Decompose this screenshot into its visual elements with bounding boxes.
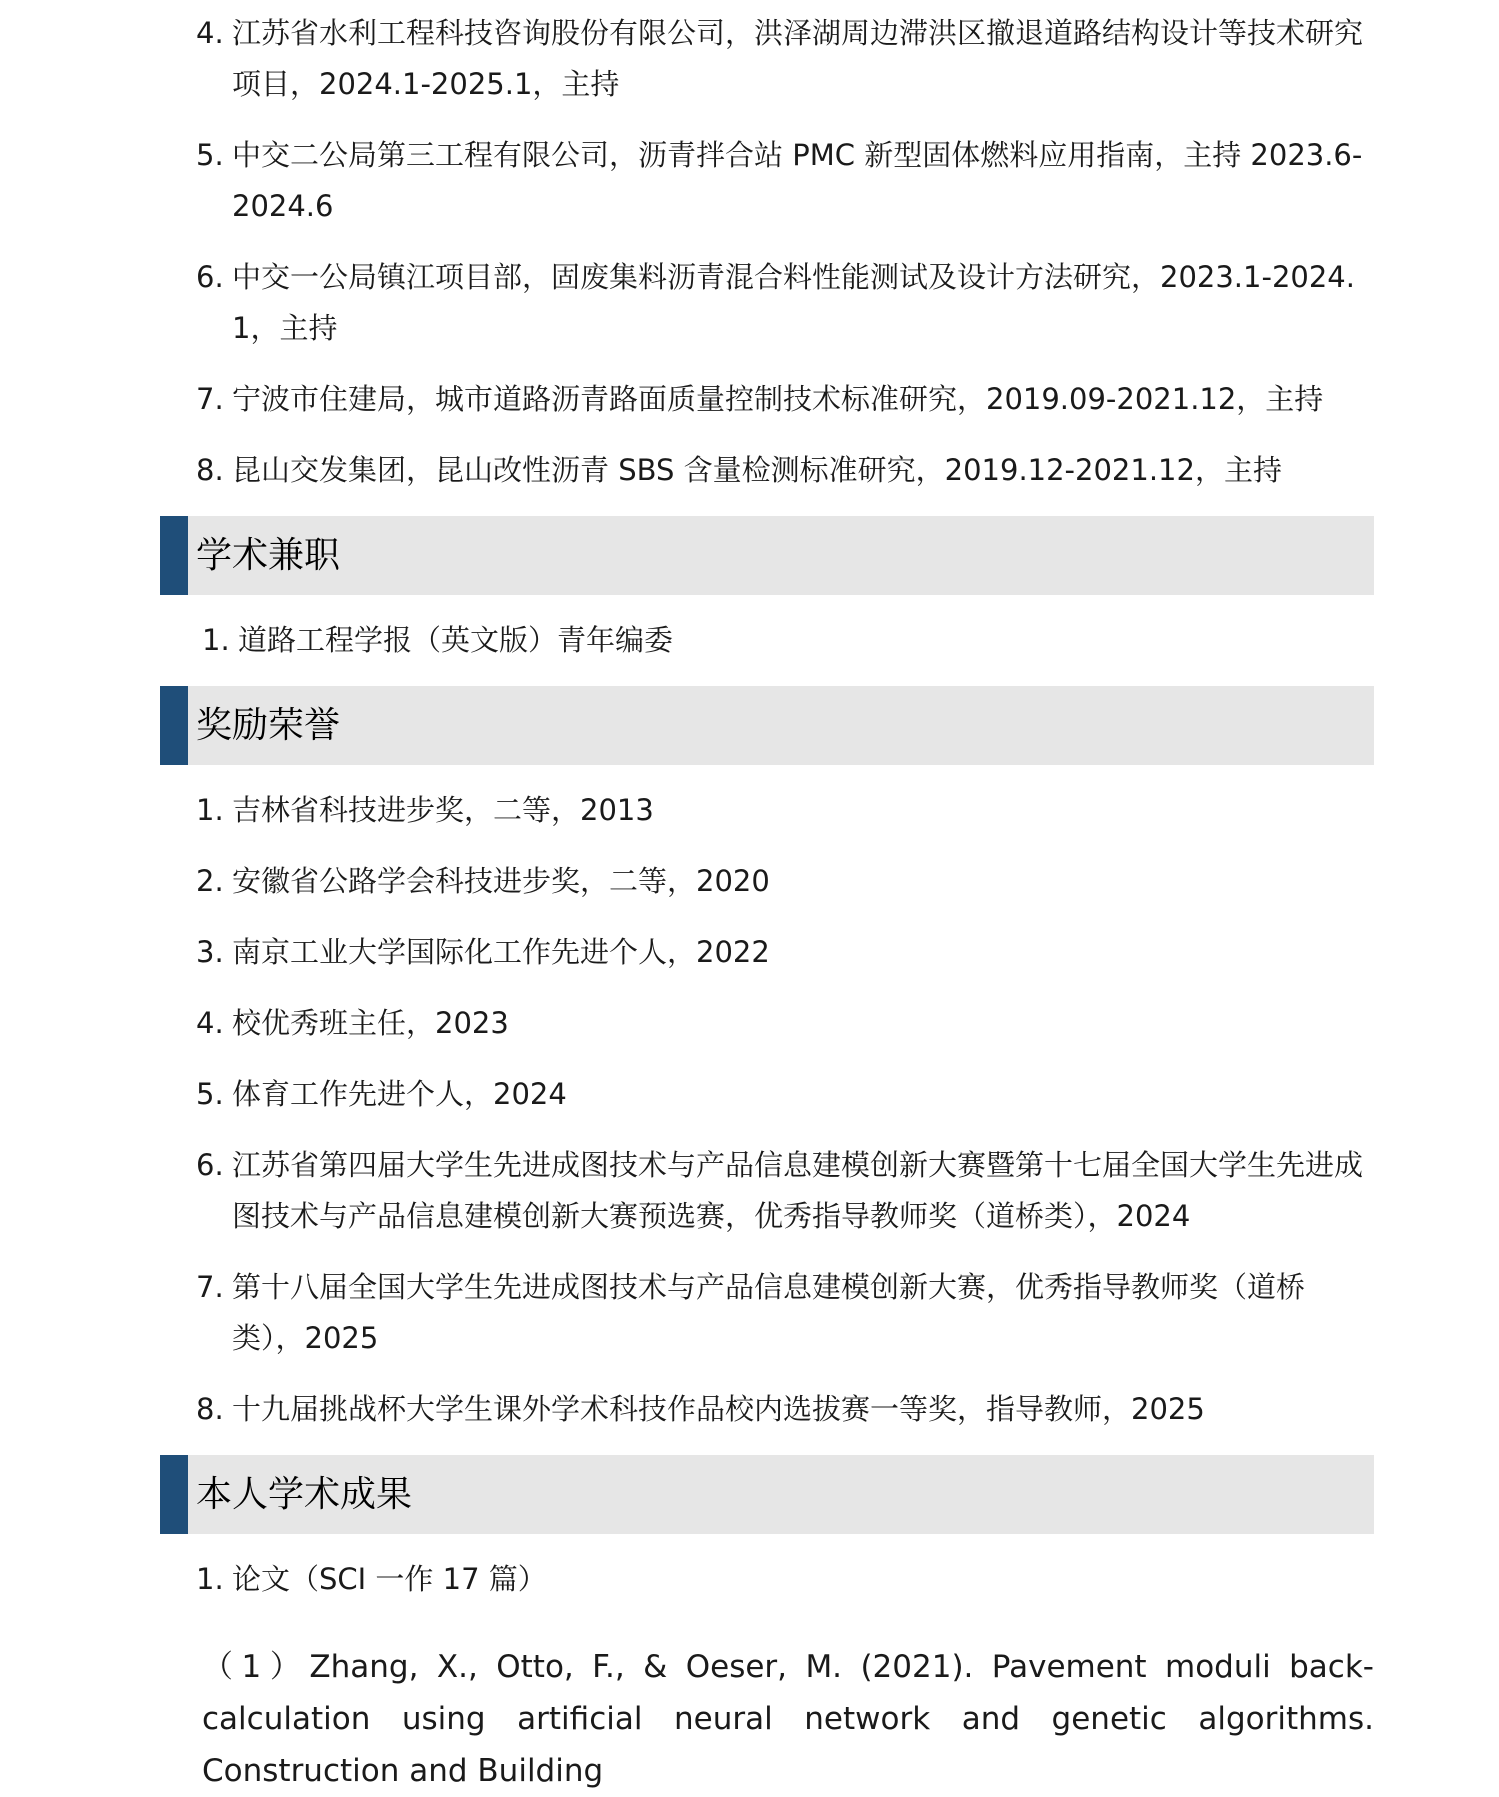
award-text: 安徽省公路学会科技进步奖，二等，2020 (232, 864, 770, 898)
award-item-7: 7. 第十八届全国大学生先进成图技术与产品信息建模创新大赛，优秀指导教师奖（道桥类），2025 (196, 1270, 1306, 1355)
award-item-8: 8. 十九届挑战杯大学生课外学术科技作品校内选拔赛一等奖，指导教师，2025 (196, 1392, 1205, 1426)
paper-entry-1: （1）Zhang, X., Otto, F., & Oeser, M. (2021). Pavement moduli back-calculation using artificial neural network and genetic algorithms. Construction and Building (202, 1649, 1374, 1789)
academic-position-text: 道路工程学报（英文版）青年编委 (238, 623, 674, 657)
project-text: 中交一公局镇江项目部，固废集料沥青混合料性能测试及设计方法研究，2023.1-2024.1，主持 (232, 260, 1355, 345)
project-text: 中交二公局第三工程有限公司，沥青拌合站 PMC 新型固体燃料应用指南，主持 2023.6-2024.6 (232, 138, 1363, 223)
awards-list (160, 785, 1374, 1435)
award-item-1: 1. 吉林省科技进步奖，二等，2013 (196, 793, 654, 827)
project-item-7: 7. 宁波市住建局，城市道路沥青路面质量控制技术标准研究，2019.09-2021.12，主持 (196, 382, 1324, 416)
award-item-6: 6. 江苏省第四届大学生先进成图技术与产品信息建模创新大赛暨第十七届全国大学生先进成图技术与产品信息建模创新大赛预选赛，优秀指导教师奖（道桥类），2024 (196, 1148, 1364, 1233)
award-item-5: 5. 体育工作先进个人，2024 (196, 1077, 567, 1111)
academic-position-item: 1. 道路工程学报（英文版）青年编委 (202, 623, 674, 657)
section-header-awards (160, 686, 1374, 765)
project-list (160, 8, 1374, 496)
award-text: 校优秀班主任，2023 (232, 1006, 509, 1040)
achievement-subheading: 1. 论文（SCI 一作 17 篇） (196, 1562, 547, 1596)
document-page (160, 0, 1374, 1797)
achievement-subheading-text: 论文（SCI 一作 17 篇） (232, 1562, 547, 1596)
award-text: 十九届挑战杯大学生课外学术科技作品校内选拔赛一等奖，指导教师，2025 (232, 1392, 1205, 1426)
award-text: 第十八届全国大学生先进成图技术与产品信息建模创新大赛，优秀指导教师奖（道桥类），2025 (232, 1270, 1306, 1355)
project-item-6: 6. 中交一公局镇江项目部，固废集料沥青混合料性能测试及设计方法研究，2023.1-2024.1，主持 (196, 260, 1355, 345)
award-item-4: 4. 校优秀班主任，2023 (196, 1006, 509, 1040)
project-text: 昆山交发集团，昆山改性沥青 SBS 含量检测标准研究，2019.12-2021.12，主持 (232, 453, 1282, 487)
project-item-4: 4. 江苏省水利工程科技咨询股份有限公司，洪泽湖周边滞洪区撤退道路结构设计等技术研究项目，2024.1-2025.1，主持 (196, 16, 1364, 101)
project-item-8: 8. 昆山交发集团，昆山改性沥青 SBS 含量检测标准研究，2019.12-2021.12，主持 (196, 453, 1282, 487)
section-title: 本人学术成果 (196, 1474, 413, 1515)
section-title: 学术兼职 (196, 535, 341, 576)
project-item-5: 5. 中交二公局第三工程有限公司，沥青拌合站 PMC 新型固体燃料应用指南，主持 2023.6-2024.6 (196, 138, 1363, 223)
section-header-academic-positions (160, 516, 1374, 595)
project-text: 宁波市住建局，城市道路沥青路面质量控制技术标准研究，2019.09-2021.12，主持 (232, 382, 1324, 416)
academic-positions-list (160, 615, 1374, 666)
project-text: 江苏省水利工程科技咨询股份有限公司，洪泽湖周边滞洪区撤退道路结构设计等技术研究项目，2024.1-2025.1，主持 (232, 16, 1364, 101)
award-text: 江苏省第四届大学生先进成图技术与产品信息建模创新大赛暨第十七届全国大学生先进成图技术与产品信息建模创新大赛预选赛，优秀指导教师奖（道桥类），2024 (232, 1148, 1364, 1233)
award-text: 体育工作先进个人，2024 (232, 1077, 567, 1111)
award-text: 南京工业大学国际化工作先进个人，2022 (232, 935, 770, 969)
award-text: 吉林省科技进步奖，二等，2013 (232, 793, 654, 827)
award-item-2: 2. 安徽省公路学会科技进步奖，二等，2020 (196, 864, 770, 898)
section-title: 奖励荣誉 (196, 705, 341, 746)
award-item-3: 3. 南京工业大学国际化工作先进个人，2022 (196, 935, 770, 969)
section-header-achievements (160, 1455, 1374, 1534)
